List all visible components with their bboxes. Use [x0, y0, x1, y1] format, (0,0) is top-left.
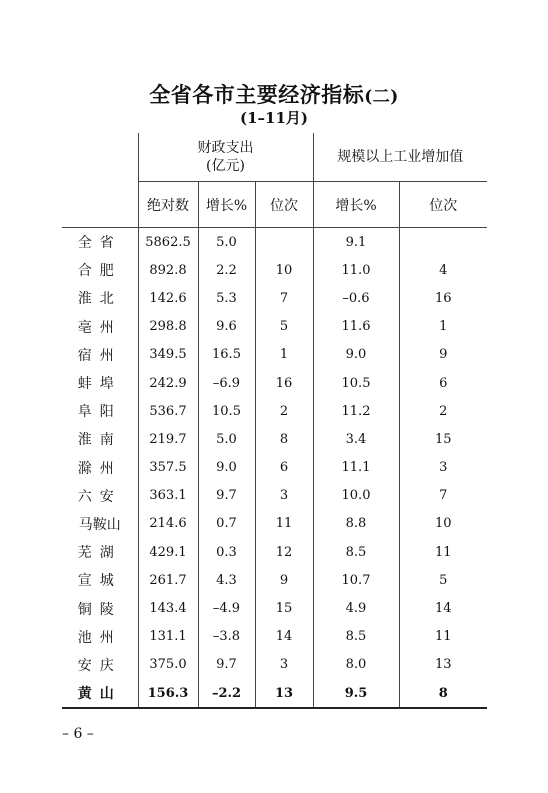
region-name: 马鞍山	[78, 516, 121, 533]
fiscal-rank: 2	[255, 397, 313, 425]
fiscal-growth: 5.3	[198, 284, 255, 312]
page-title	[0, 79, 548, 109]
industry-growth: 9.1	[313, 228, 399, 257]
fiscal-growth: 5.0	[198, 425, 255, 453]
fiscal-growth: 2.2	[198, 256, 255, 284]
fiscal-absolute: 131.1	[138, 623, 198, 651]
fiscal-absolute: 363.1	[138, 482, 198, 510]
fiscal-rank: 9	[255, 566, 313, 594]
table-row	[62, 256, 487, 284]
region-name: 亳州	[77, 319, 122, 336]
industry-growth: 3.4	[313, 425, 399, 453]
region-header-cell	[62, 133, 138, 228]
fiscal-absolute: 156.3	[138, 679, 198, 708]
region-name: 宿州	[77, 347, 122, 364]
table-row	[62, 510, 487, 538]
industry-growth: 11.2	[313, 397, 399, 425]
industry-growth: 8.8	[313, 510, 399, 538]
industry-rank: 9	[399, 341, 487, 369]
industry-rank-header: 位次	[399, 182, 487, 228]
fiscal-growth: 0.7	[198, 510, 255, 538]
industry-growth: 10.0	[313, 482, 399, 510]
table-row	[62, 538, 487, 566]
table-row	[62, 454, 487, 482]
table-row	[62, 425, 487, 453]
title-main: 全省各市主要经济指标	[149, 82, 365, 107]
region-name: 全省	[62, 228, 138, 257]
industry-growth: 8.5	[313, 538, 399, 566]
industry-growth: 10.7	[313, 566, 399, 594]
region-name: 宣城	[77, 573, 122, 590]
industry-growth: 11.6	[313, 313, 399, 341]
economic-indicators-table	[62, 133, 487, 709]
fiscal-growth: 9.7	[198, 482, 255, 510]
fiscal-rank: 10	[255, 256, 313, 284]
fiscal-rank: 16	[255, 369, 313, 397]
fiscal-rank: 3	[255, 651, 313, 679]
table-row	[62, 482, 487, 510]
table-row	[62, 313, 487, 341]
industry-growth: 8.5	[313, 623, 399, 651]
fiscal-growth-header: 增长%	[198, 182, 255, 228]
fiscal-absolute: 349.5	[138, 341, 198, 369]
industry-rank: 7	[399, 482, 487, 510]
region-name: 芜湖	[77, 545, 122, 562]
fiscal-header-line1: 财政支出	[197, 140, 254, 156]
industry-growth: 9.0	[313, 341, 399, 369]
region-name: 黄山	[62, 679, 138, 708]
region-name: 淮北	[77, 291, 122, 308]
table-row	[62, 369, 487, 397]
fiscal-growth: 5.0	[198, 228, 255, 257]
industry-rank: 1	[399, 313, 487, 341]
industry-rank: 4	[399, 256, 487, 284]
table-row	[62, 566, 487, 594]
fiscal-absolute: 892.8	[138, 256, 198, 284]
fiscal-header-line2: (亿元)	[206, 158, 245, 174]
fiscal-absolute: 5862.5	[138, 228, 198, 257]
page-subtitle: (1–11月)	[239, 109, 308, 127]
industry-rank: 10	[399, 510, 487, 538]
fiscal-absolute: 242.9	[138, 369, 198, 397]
fiscal-rank: 7	[255, 284, 313, 312]
region-name: 淮南	[77, 432, 122, 449]
industry-rank: 16	[399, 284, 487, 312]
fiscal-rank: 6	[255, 454, 313, 482]
industry-rank	[399, 228, 487, 257]
fiscal-absolute: 142.6	[138, 284, 198, 312]
title-suffix: (二)	[364, 87, 399, 107]
region-name: 阜阳	[77, 404, 122, 421]
fiscal-rank: 12	[255, 538, 313, 566]
table-row	[62, 623, 487, 651]
industry-growth: 10.5	[313, 369, 399, 397]
industry-rank: 11	[399, 623, 487, 651]
fiscal-rank: 5	[255, 313, 313, 341]
fiscal-absolute: 219.7	[138, 425, 198, 453]
table-row	[62, 341, 487, 369]
fiscal-growth: 9.0	[198, 454, 255, 482]
fiscal-absolute: 261.7	[138, 566, 198, 594]
industry-growth: 4.9	[313, 594, 399, 622]
fiscal-absolute: 536.7	[138, 397, 198, 425]
fiscal-absolute: 357.5	[138, 454, 198, 482]
region-name: 铜陵	[77, 601, 122, 618]
industry-growth: 8.0	[313, 651, 399, 679]
fiscal-rank: 13	[255, 679, 313, 708]
industry-rank: 2	[399, 397, 487, 425]
absolute-header: 绝对数	[138, 182, 198, 228]
fiscal-rank-header: 位次	[255, 182, 313, 228]
industry-growth: 11.1	[313, 454, 399, 482]
fiscal-rank	[255, 228, 313, 257]
fiscal-absolute: 214.6	[138, 510, 198, 538]
industry-rank: 8	[399, 679, 487, 708]
table-row	[62, 228, 487, 257]
industry-rank: 3	[399, 454, 487, 482]
fiscal-absolute: 429.1	[138, 538, 198, 566]
industry-rank: 15	[399, 425, 487, 453]
fiscal-growth: –4.9	[198, 594, 255, 622]
fiscal-rank: 15	[255, 594, 313, 622]
region-name: 合肥	[77, 263, 122, 280]
industry-value-added-header: 规模以上工业增加值	[313, 133, 487, 182]
industry-growth-header: 增长%	[313, 182, 399, 228]
fiscal-rank: 8	[255, 425, 313, 453]
fiscal-growth: 0.3	[198, 538, 255, 566]
fiscal-growth: –2.2	[198, 679, 255, 708]
region-name: 安庆	[77, 657, 122, 674]
fiscal-rank: 14	[255, 623, 313, 651]
table-row	[62, 397, 487, 425]
region-name: 六安	[77, 488, 122, 505]
industry-rank: 11	[399, 538, 487, 566]
fiscal-growth: –6.9	[198, 369, 255, 397]
fiscal-growth: 4.3	[198, 566, 255, 594]
table-row	[62, 651, 487, 679]
industry-growth: 11.0	[313, 256, 399, 284]
industry-rank: 13	[399, 651, 487, 679]
fiscal-absolute: 143.4	[138, 594, 198, 622]
fiscal-absolute: 375.0	[138, 651, 198, 679]
region-name: 池州	[77, 629, 122, 646]
region-name: 蚌埠	[77, 376, 122, 393]
table-row	[62, 284, 487, 312]
industry-rank: 6	[399, 369, 487, 397]
industry-rank: 14	[399, 594, 487, 622]
fiscal-growth: 9.6	[198, 313, 255, 341]
industry-growth: –0.6	[313, 284, 399, 312]
fiscal-growth: 16.5	[198, 341, 255, 369]
fiscal-growth: 9.7	[198, 651, 255, 679]
table-row-highlighted	[62, 679, 487, 708]
table-row	[62, 594, 487, 622]
page-number: – 6 –	[62, 726, 94, 742]
fiscal-expenditure-header	[138, 133, 313, 182]
industry-rank: 5	[399, 566, 487, 594]
industry-growth: 9.5	[313, 679, 399, 708]
region-name: 滁州	[77, 460, 122, 477]
fiscal-rank: 11	[255, 510, 313, 538]
fiscal-growth: 10.5	[198, 397, 255, 425]
fiscal-absolute: 298.8	[138, 313, 198, 341]
fiscal-growth: –3.8	[198, 623, 255, 651]
fiscal-rank: 1	[255, 341, 313, 369]
fiscal-rank: 3	[255, 482, 313, 510]
